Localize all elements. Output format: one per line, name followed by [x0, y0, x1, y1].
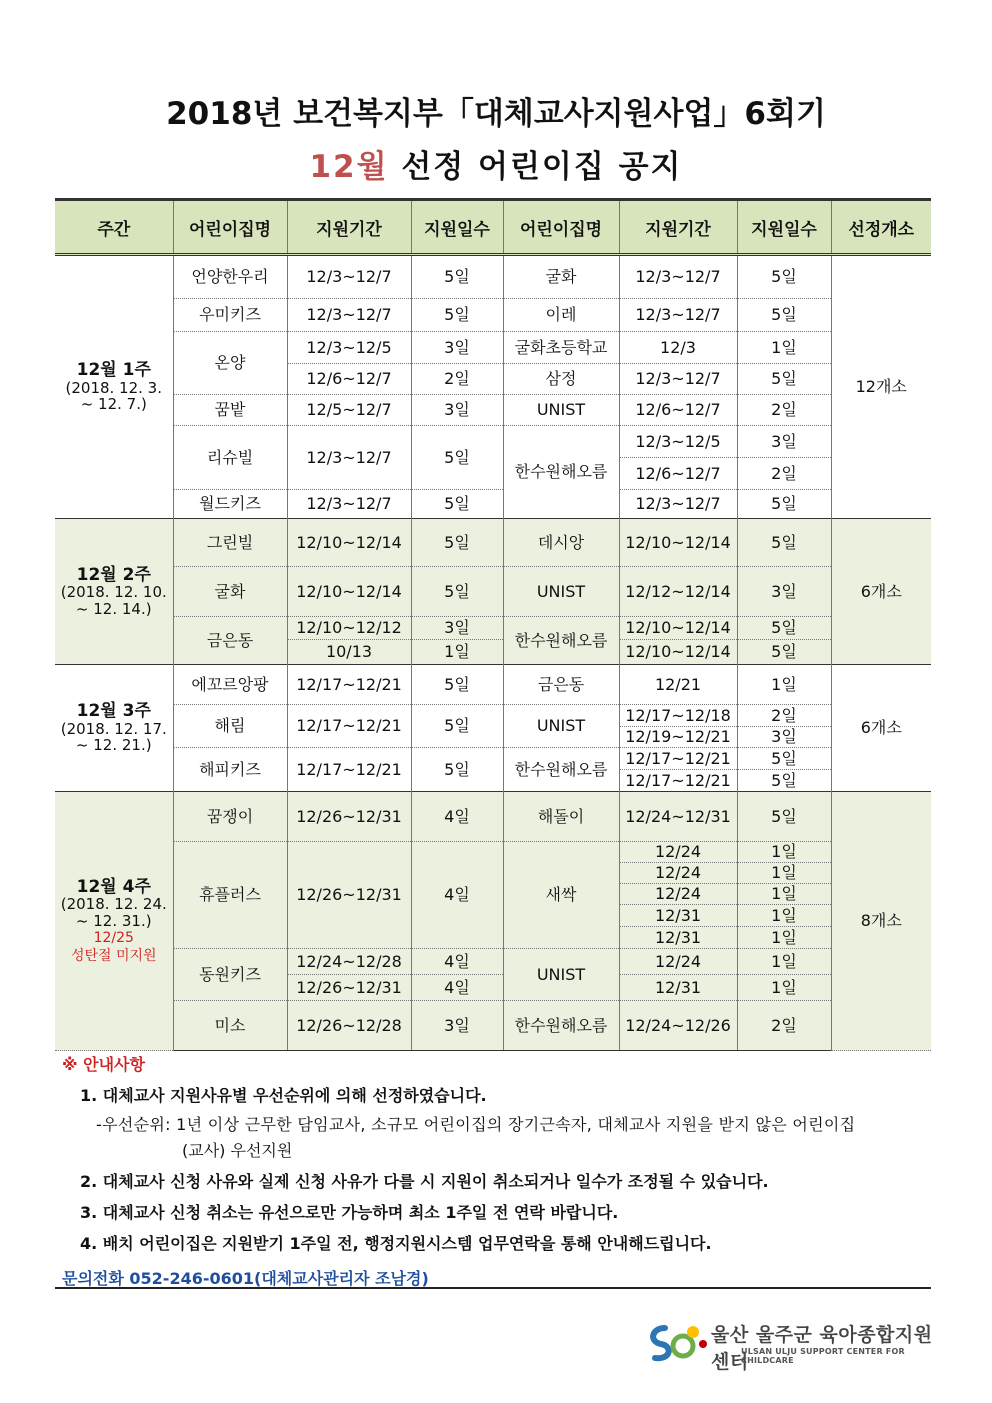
support-period: 12/10~12/12	[287, 617, 411, 640]
support-period: 12/31	[619, 975, 737, 1001]
kindergarten-name: 삼정	[503, 364, 619, 395]
support-period: 12/24	[619, 884, 737, 905]
week-cell	[55, 255, 173, 519]
center-logo-icon	[645, 1320, 709, 1364]
support-days: 5일	[411, 519, 503, 567]
contact-phone: 052-246-0601(대체교사관리자 조남경)	[129, 1269, 429, 1288]
kindergarten-name: 굴화초등학교	[503, 332, 619, 364]
col-name-2: 어린이집명	[503, 200, 619, 255]
support-period: 12/5~12/7	[287, 395, 411, 426]
support-period: 12/10~12/14	[619, 640, 737, 665]
week-title: 12월 3주	[76, 701, 151, 722]
support-days: 3일	[411, 395, 503, 426]
table-row	[55, 842, 931, 863]
notice-section	[62, 1052, 932, 1254]
notice-item-4: 4. 배치 어린이집은 지원받기 1주일 전, 행정지원시스템 업무연락을 통해 안내해드립니다.	[80, 1234, 712, 1253]
footer-logo	[645, 1320, 940, 1373]
table-row	[55, 255, 931, 299]
kindergarten-name: 우미키즈	[173, 299, 287, 332]
support-days: 3일	[411, 332, 503, 364]
col-name: 어린이집명	[173, 200, 287, 255]
support-period: 12/31	[619, 927, 737, 949]
support-days: 1일	[737, 863, 831, 884]
table-row	[55, 299, 931, 332]
contact-label: 문의전화	[62, 1269, 124, 1288]
kindergarten-name: 꿈밭	[173, 395, 287, 426]
support-days: 1일	[737, 842, 831, 863]
kindergarten-name: UNIST	[503, 705, 619, 748]
col-days: 지원일수	[411, 200, 503, 255]
col-days-2: 지원일수	[737, 200, 831, 255]
week-title: 12월 2주	[76, 564, 151, 585]
support-days: 1일	[411, 640, 503, 665]
week-range-start: (2018. 12. 17.	[60, 719, 167, 738]
support-period: 12/6~12/7	[287, 364, 411, 395]
support-period: 12/17~12/21	[619, 770, 737, 792]
kindergarten-name: 한수원해오름	[503, 1001, 619, 1051]
support-days: 2일	[411, 364, 503, 395]
kindergarten-name: UNIST	[503, 567, 619, 617]
kindergarten-name: 해돌이	[503, 792, 619, 842]
support-period: 12/17~12/18	[619, 705, 737, 727]
selected-count: 12개소	[831, 255, 931, 519]
kindergarten-name: 언양한우리	[173, 255, 287, 299]
contact-line	[62, 1266, 429, 1289]
week-title: 12월 4주	[76, 876, 151, 897]
selected-count: 6개소	[831, 519, 931, 665]
support-period: 12/26~12/31	[287, 975, 411, 1001]
week-range-end: ~ 12. 14.)	[75, 599, 152, 618]
table-row	[55, 1001, 931, 1051]
kindergarten-name: 미소	[173, 1001, 287, 1051]
week-cell	[55, 519, 173, 665]
support-period: 12/24	[619, 949, 737, 975]
support-days: 5일	[411, 705, 503, 748]
support-days: 5일	[411, 665, 503, 705]
support-period: 12/10~12/14	[287, 567, 411, 617]
support-period: 12/3~12/7	[619, 255, 737, 299]
kindergarten-name: 에꼬르앙팡	[173, 665, 287, 705]
support-days: 5일	[411, 426, 503, 490]
kindergarten-name: 온양	[173, 332, 287, 395]
support-days: 1일	[737, 949, 831, 975]
table-row	[55, 519, 931, 567]
table-row	[55, 665, 931, 705]
col-week: 주간	[55, 200, 173, 255]
kindergarten-name: 한수원해오름	[503, 748, 619, 792]
support-days: 3일	[737, 727, 831, 748]
support-period: 12/17~12/21	[287, 748, 411, 792]
support-period: 12/3~12/7	[287, 426, 411, 490]
support-period: 12/17~12/21	[287, 705, 411, 748]
kindergarten-name: 리슈빌	[173, 426, 287, 490]
kindergarten-name: 꿈쟁이	[173, 792, 287, 842]
notice-item-3: 3. 대체교사 신청 취소는 유선으로만 가능하며 최소 1주일 전 연락 바랍니다.	[80, 1203, 619, 1222]
support-days: 1일	[737, 905, 831, 927]
support-days: 5일	[737, 490, 831, 519]
support-days: 5일	[411, 567, 503, 617]
support-days: 1일	[737, 332, 831, 364]
notice-item-1-detail-cont: (교사) 우선지원	[182, 1141, 293, 1160]
support-days: 2일	[737, 395, 831, 426]
col-count: 선정개소	[831, 200, 931, 255]
table-row	[55, 567, 931, 617]
support-days: 5일	[737, 255, 831, 299]
support-days: 5일	[411, 255, 503, 299]
support-days: 1일	[737, 927, 831, 949]
support-days: 4일	[411, 975, 503, 1001]
table-row	[55, 395, 931, 426]
support-period: 12/12~12/14	[619, 567, 737, 617]
support-period: 12/3~12/7	[619, 299, 737, 332]
support-days: 3일	[737, 567, 831, 617]
support-period: 12/3	[619, 332, 737, 364]
week-title: 12월 1주	[76, 360, 151, 381]
week-range-end: ~ 12. 7.)	[80, 395, 147, 414]
support-period: 12/24	[619, 863, 737, 884]
col-period-2: 지원기간	[619, 200, 737, 255]
selected-count: 8개소	[831, 792, 931, 1051]
support-period: 12/6~12/7	[619, 458, 737, 490]
kindergarten-name: 이레	[503, 299, 619, 332]
kindergarten-name: 해피키즈	[173, 748, 287, 792]
table-row	[55, 949, 931, 975]
support-days: 1일	[737, 665, 831, 705]
support-period: 12/31	[619, 905, 737, 927]
kindergarten-name: 동원키즈	[173, 949, 287, 1001]
subtitle-rest: 선정 어린이집 공지	[388, 149, 683, 185]
week-range-end: ~ 12. 21.)	[75, 736, 152, 755]
week-cell	[55, 792, 173, 1051]
notice-item-1: 1. 대체교사 지원사유별 우선순위에 의해 선정하였습니다.	[80, 1086, 487, 1105]
support-period: 12/10~12/14	[619, 519, 737, 567]
col-period: 지원기간	[287, 200, 411, 255]
org-name-english: ULSAN ULJU SUPPORT CENTER FOR CHILDCARE	[741, 1347, 905, 1365]
support-period: 12/3~12/7	[287, 299, 411, 332]
month-accent: 12월	[309, 149, 389, 185]
table-row	[55, 490, 931, 519]
support-period: 12/6~12/7	[619, 395, 737, 426]
support-period: 12/21	[619, 665, 737, 705]
support-period: 12/3~12/5	[619, 426, 737, 458]
support-days: 4일	[411, 842, 503, 949]
footer-divider	[55, 1287, 931, 1289]
support-period: 10/13	[287, 640, 411, 665]
kindergarten-name: 휴플러스	[173, 842, 287, 949]
week-range-start: (2018. 12. 24.	[60, 895, 167, 914]
page-title: 2018년 보건복지부「대체교사지원사업」6회기	[166, 96, 826, 132]
notice-item-2: 2. 대체교사 신청 사유와 실제 신청 사유가 다를 시 지원이 취소되거나 일수가 조정될 수 있습니다.	[80, 1172, 769, 1191]
support-period: 12/3~12/5	[287, 332, 411, 364]
support-period: 12/26~12/31	[287, 842, 411, 949]
support-period: 12/10~12/14	[287, 519, 411, 567]
support-period: 12/10~12/14	[619, 617, 737, 640]
kindergarten-name: 데시앙	[503, 519, 619, 567]
support-period: 12/3~12/7	[287, 490, 411, 519]
support-days: 2일	[737, 458, 831, 490]
week-range-start: (2018. 12. 3.	[65, 378, 162, 397]
support-days: 3일	[411, 1001, 503, 1051]
kindergarten-name: 해림	[173, 705, 287, 748]
support-days: 5일	[737, 792, 831, 842]
table-row	[55, 748, 931, 770]
support-days: 4일	[411, 949, 503, 975]
support-period: 12/24	[619, 842, 737, 863]
support-period: 12/3~12/7	[619, 364, 737, 395]
support-days: 5일	[737, 640, 831, 665]
notice-header: ※ 안내사항	[62, 1055, 145, 1074]
support-days: 1일	[737, 975, 831, 1001]
selected-count: 6개소	[831, 665, 931, 792]
header-row	[55, 200, 931, 255]
page-subtitle	[0, 141, 992, 186]
support-days: 5일	[737, 617, 831, 640]
table-row	[55, 332, 931, 364]
org-name: 울산 울주군 육아종합지원센터	[711, 1324, 933, 1373]
table-row	[55, 426, 931, 458]
week-cell	[55, 665, 173, 792]
support-period: 12/24~12/28	[287, 949, 411, 975]
support-days: 5일	[737, 770, 831, 792]
support-days: 1일	[737, 884, 831, 905]
support-period: 12/17~12/21	[619, 748, 737, 770]
kindergarten-name: 월드키즈	[173, 490, 287, 519]
kindergarten-name: 굴화	[503, 255, 619, 299]
table-row	[55, 617, 931, 640]
support-days: 3일	[737, 426, 831, 458]
support-period: 12/19~12/21	[619, 727, 737, 748]
support-days: 5일	[737, 519, 831, 567]
support-period: 12/26~12/28	[287, 1001, 411, 1051]
week-range-end: ~ 12. 31.)	[75, 911, 152, 930]
support-days: 5일	[411, 748, 503, 792]
kindergarten-name: 그린빌	[173, 519, 287, 567]
holiday-date: 12/25	[93, 930, 134, 947]
support-days: 5일	[411, 299, 503, 332]
support-days: 2일	[737, 1001, 831, 1051]
support-period: 12/3~12/7	[287, 255, 411, 299]
support-days: 5일	[737, 748, 831, 770]
table-row	[55, 705, 931, 727]
kindergarten-name: 한수원해오름	[503, 617, 619, 665]
support-period: 12/24~12/26	[619, 1001, 737, 1051]
table-row	[55, 792, 931, 842]
support-days: 2일	[737, 705, 831, 727]
kindergarten-name: UNIST	[503, 395, 619, 426]
support-period: 12/26~12/31	[287, 792, 411, 842]
week-range-start: (2018. 12. 10.	[60, 583, 167, 602]
kindergarten-name: 새싹	[503, 842, 619, 949]
schedule-table	[55, 198, 931, 1051]
kindergarten-name: 한수원해오름	[503, 426, 619, 519]
holiday-note: 성탄절 미지원	[70, 947, 157, 964]
support-period: 12/3~12/7	[619, 490, 737, 519]
kindergarten-name: 굴화	[173, 567, 287, 617]
support-period: 12/24~12/31	[619, 792, 737, 842]
kindergarten-name: 금은동	[503, 665, 619, 705]
kindergarten-name: UNIST	[503, 949, 619, 1001]
support-days: 4일	[411, 792, 503, 842]
support-period: 12/17~12/21	[287, 665, 411, 705]
support-days: 5일	[737, 364, 831, 395]
support-days: 5일	[411, 490, 503, 519]
support-days: 5일	[737, 299, 831, 332]
kindergarten-name: 금은동	[173, 617, 287, 665]
support-days: 3일	[411, 617, 503, 640]
notice-item-1-detail: -우선순위: 1년 이상 근무한 담임교사, 소규모 어린이집의 장기근속자, 대체교사 지원을 받지 않은 어린이집	[96, 1115, 856, 1134]
